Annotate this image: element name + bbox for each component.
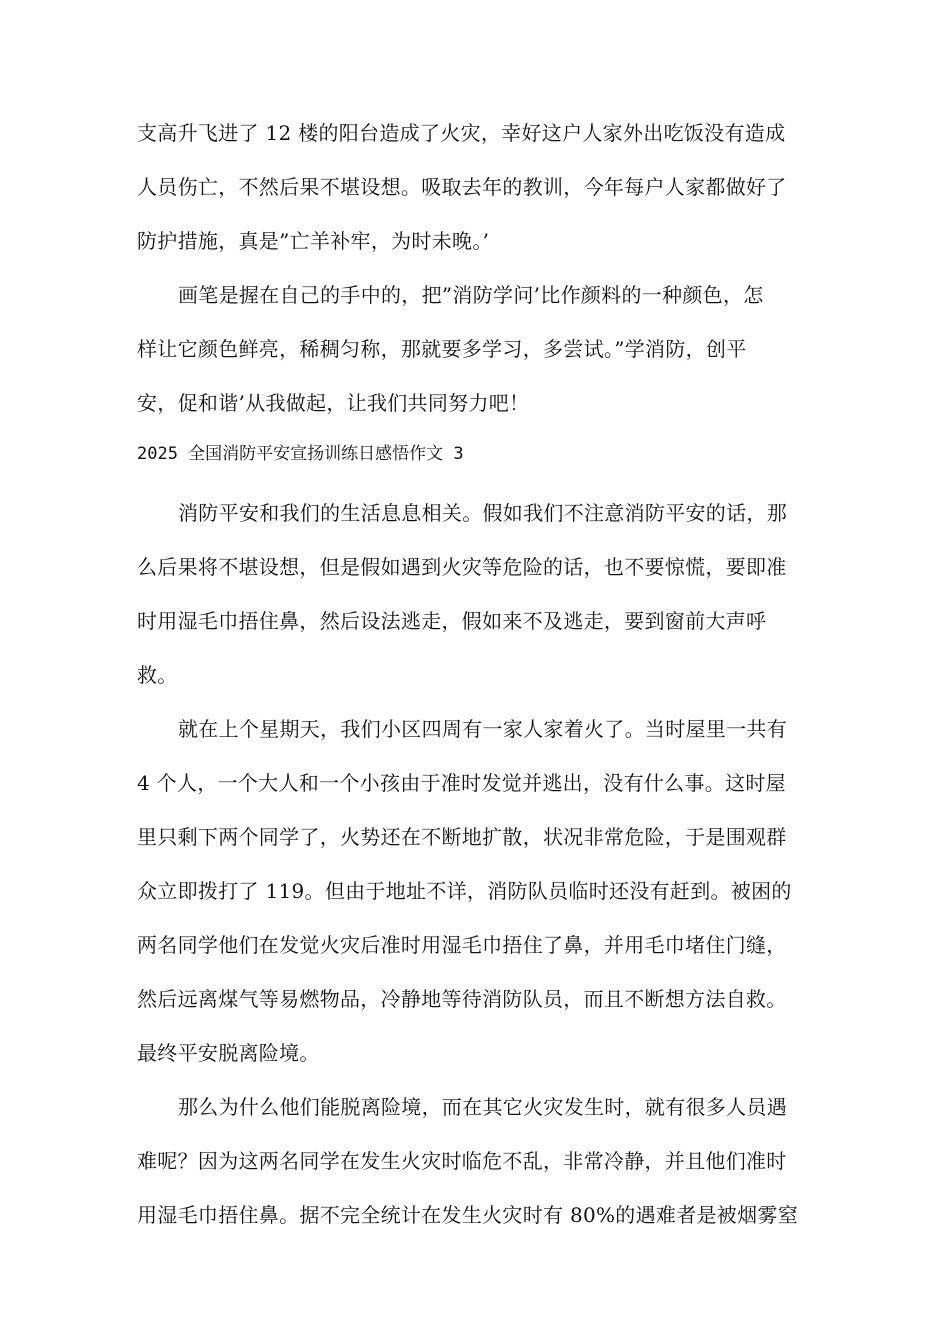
paragraph-2-line-2: 样让它颜色鲜亮，稀稠匀称，那就要多学习，多尝试。”学消防，创平 — [137, 337, 747, 361]
paragraph-4-line-7: 最终平安脱离险境。 — [137, 1041, 320, 1065]
paragraph-5-line-1: 那么为什么他们能脱离险境，而在其它火灾发生时，就有很多人员遇 — [178, 1095, 787, 1119]
paragraph-5-line-2: 难呢？因为这两名同学在发生火灾时临危不乱，非常冷静，并且他们准时 — [137, 1149, 787, 1173]
paragraph-3-line-3: 时用湿毛巾捂住鼻，然后设法逃走，假如来不及逃走，要到窗前大声呼 — [137, 609, 767, 633]
paragraph-4-line-1: 就在上个星期天，我们小区四周有一家人家着火了。当时屋里一共有 — [178, 717, 787, 741]
paragraph-4-line-4: 众立即拨打了 119。但由于地址不详，消防队员临时还没有赶到。被困的 — [137, 879, 792, 903]
section-heading: 2025 全国消防平安宣扬训练日感悟作文 3 — [137, 444, 464, 464]
paragraph-1-line-3: 防护措施，真是”亡羊补牢，为时未晚。’ — [137, 229, 490, 253]
paragraph-2-line-1: 画笔是握在自己的手中的，把”消防学问’比作颜料的一种颜色，怎 — [178, 283, 764, 307]
paragraph-5-line-3: 用湿毛巾捂住鼻。据不完全统计在发生火灾时有 80%的遇难者是被烟雾窒 — [137, 1203, 799, 1227]
paragraph-1-line-2: 人员伤亡，不然后果不堪设想。吸取去年的教训，今年每户人家都做好了 — [137, 175, 787, 199]
paragraph-3-line-1: 消防平安和我们的生活息息相关。假如我们不注意消防平安的话，那 — [178, 501, 787, 525]
paragraph-4-line-5: 两名同学他们在发觉火灾后准时用湿毛巾捂住了鼻，并用毛巾堵住门缝， — [137, 933, 787, 957]
paragraph-4-line-3: 里只剩下两个同学了，火势还在不断地扩散，状况非常危险，于是围观群 — [137, 825, 787, 849]
paragraph-4-line-6: 然后远离煤气等易燃物品，冷静地等待消防队员，而且不断想方法自救。 — [137, 987, 787, 1011]
paragraph-2-line-3: 安，促和谐’从我做起，让我们共同努力吧！ — [137, 391, 530, 415]
paragraph-1-line-1: 支高升飞进了 12 楼的阳台造成了火灾，幸好这户人家外出吃饭没有造成 — [137, 121, 786, 145]
paragraph-3-line-4: 救。 — [137, 663, 178, 687]
paragraph-4-line-2: 4 个人，一个大人和一个小孩由于准时发觉并逃出，没有什么事。这时屋 — [137, 771, 786, 795]
paragraph-3-line-2: 么后果将不堪设想，但是假如遇到火灾等危险的话，也不要惊慌，要即准 — [137, 555, 787, 579]
